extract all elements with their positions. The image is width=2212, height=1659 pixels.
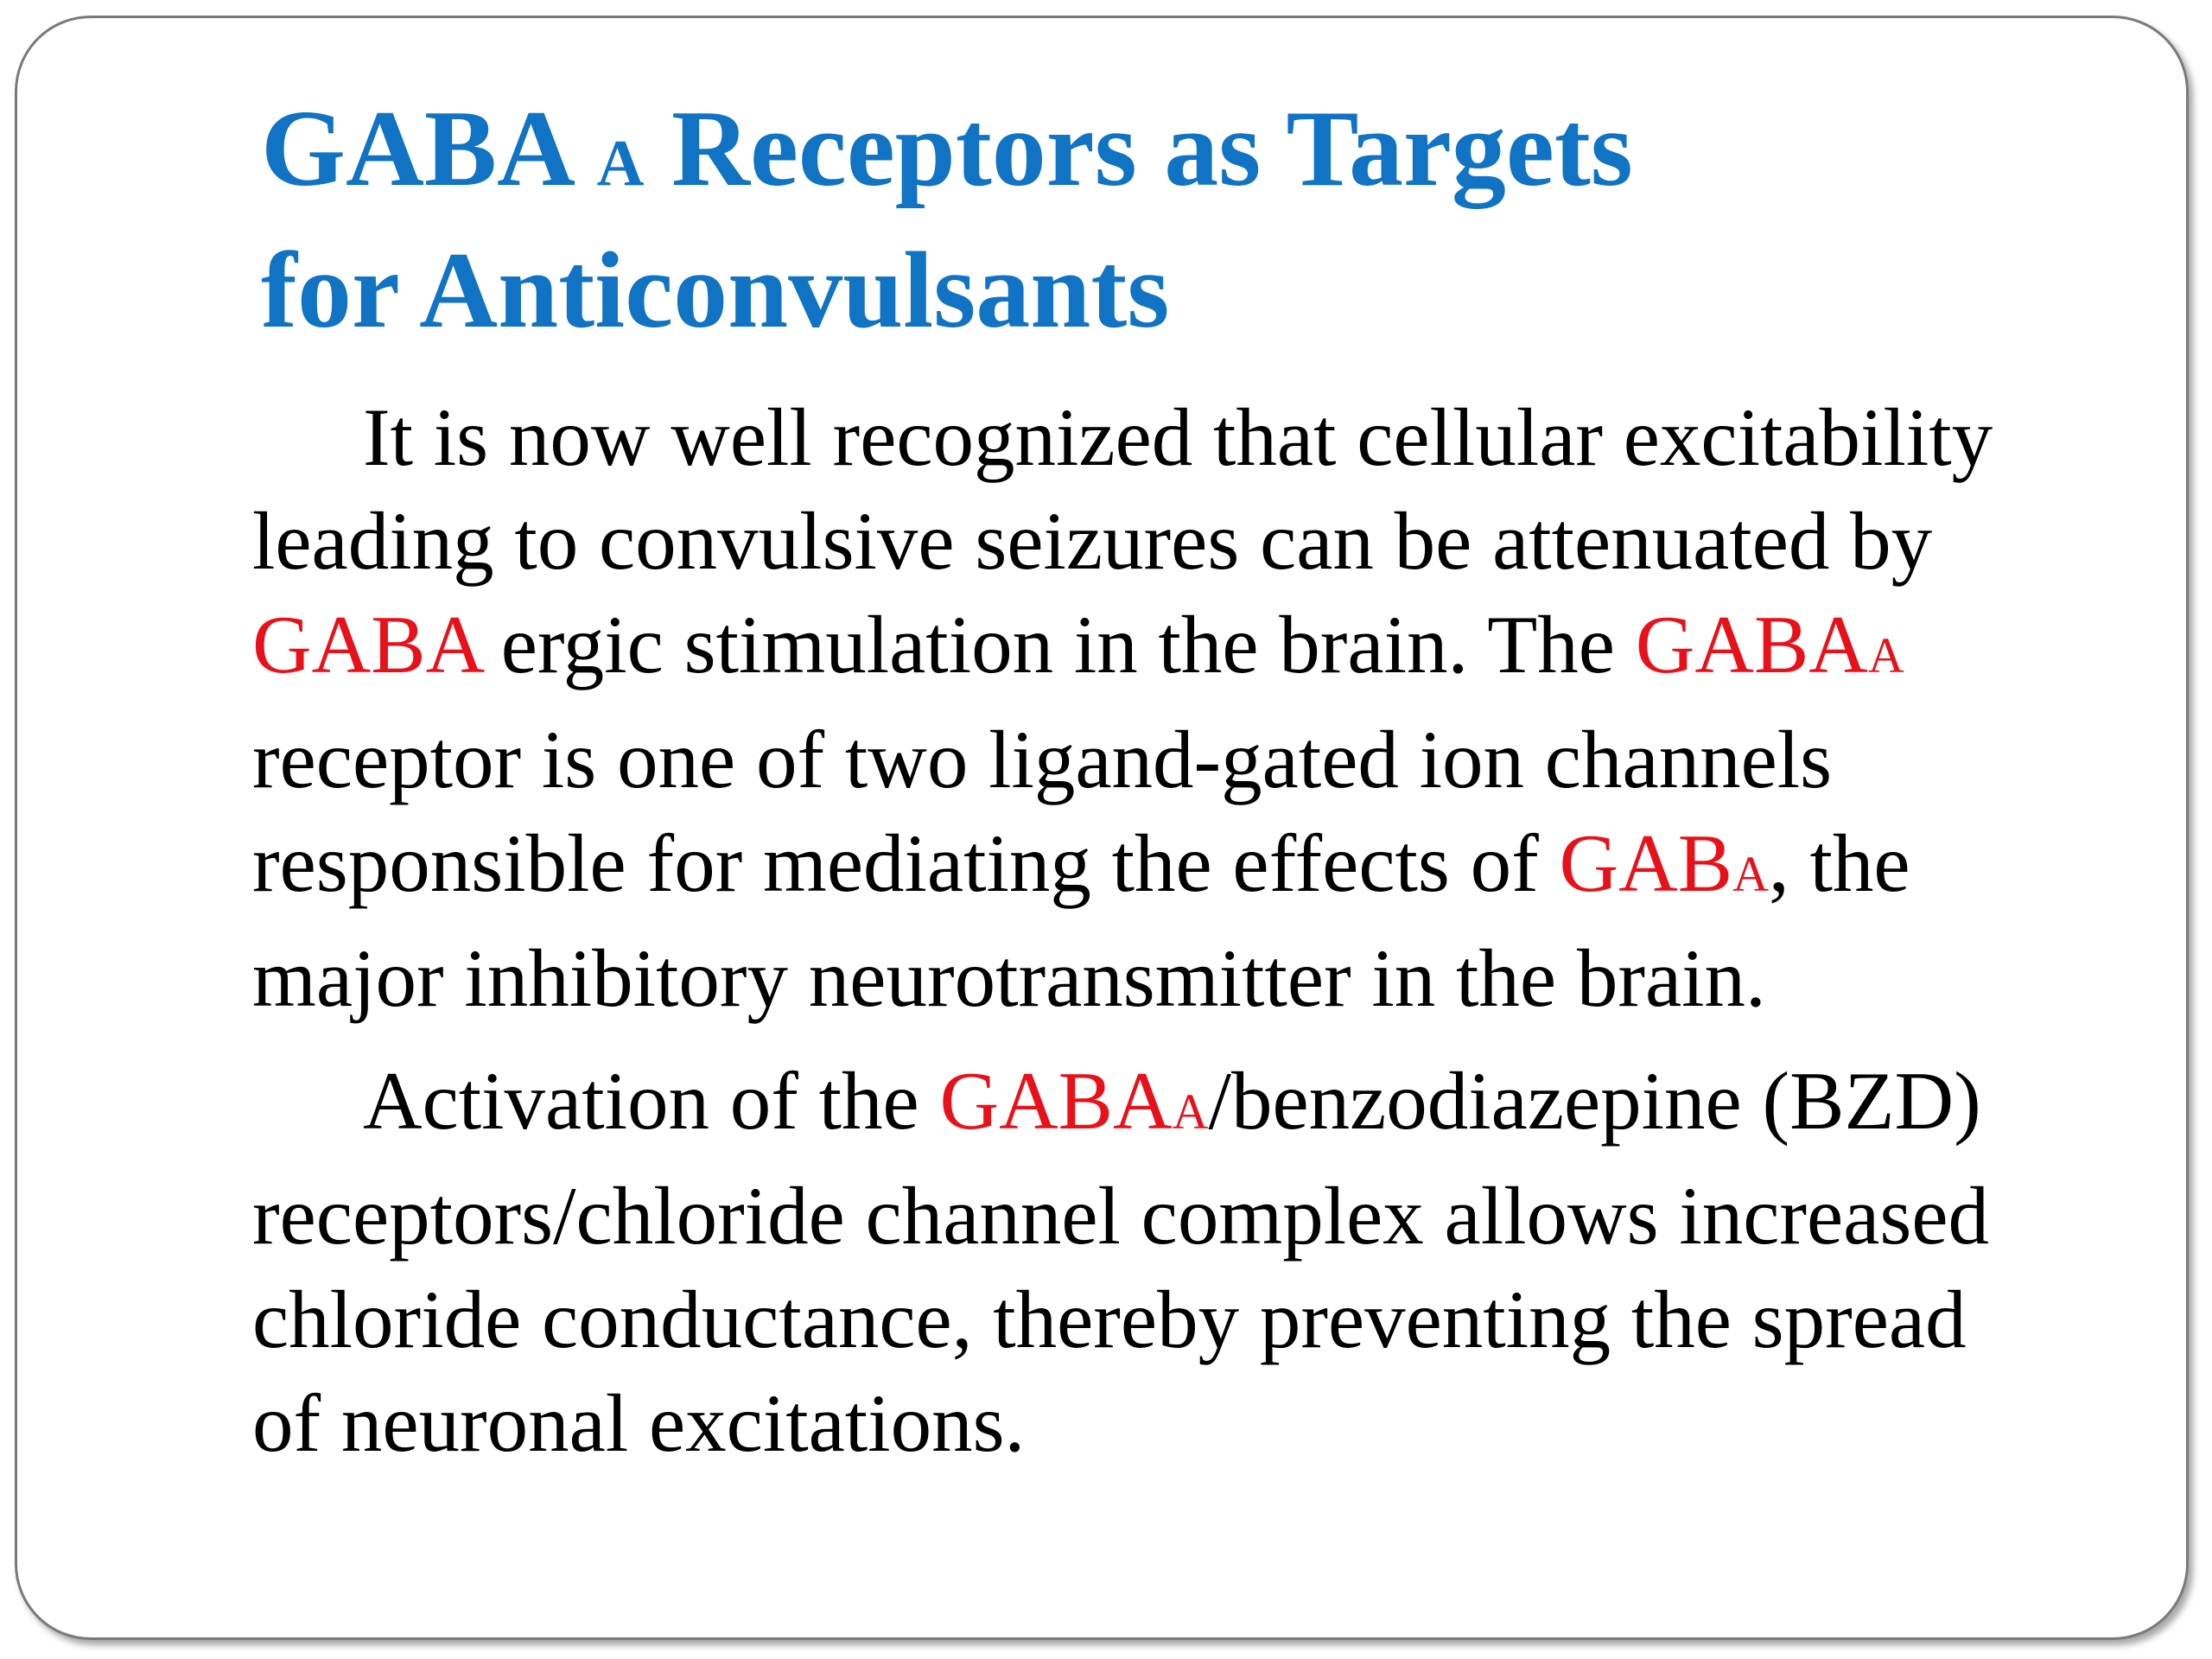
paragraph-1 (252, 385, 2093, 1030)
slide-body (252, 385, 2093, 1475)
gaba-term-1: GABA (252, 599, 480, 690)
p1-line-6: major inhibitory neurotransmitter in the brain. (252, 932, 1766, 1024)
paragraph-2 (252, 1049, 2093, 1475)
p1-line-4: receptor is one of two ligand-gated ion channels (252, 714, 1833, 805)
p2-line-1-end: /benzodiazepine (BZD) (1208, 1055, 1981, 1147)
p2-line-1-start: Activation of the (363, 1055, 940, 1147)
p1-line-2: leading to convulsive seizures can be attenuated by (252, 495, 1933, 587)
gaba-a-term-1-sub: A (1867, 627, 1904, 683)
gaba-a-term-1-main: GABA (1635, 599, 1868, 690)
gaba-a-term-2 (1560, 817, 1769, 909)
slide-title (261, 86, 2075, 354)
p1-line-3: ergic stimulation in the brain. The (480, 599, 1636, 690)
p1-line-5-end: , the (1768, 817, 1910, 909)
slide-frame (15, 16, 2189, 1640)
gaba-a-term-2-main: GAB (1559, 817, 1733, 909)
p1-line-5: responsible for mediating the effects of (252, 817, 1560, 909)
gaba-a-term-3-sub: A (1172, 1084, 1209, 1140)
p2-line-3: chloride conductance, thereby preventing the spread (252, 1274, 1967, 1365)
title-subscript: A (596, 127, 645, 200)
title-part-2: Receptors as Targets (644, 89, 1633, 209)
p2-line-4: of neuronal excitations. (252, 1377, 1026, 1469)
title-part-1: GABA (261, 89, 597, 209)
gaba-a-term-2-sub: A (1732, 846, 1769, 902)
gaba-a-term-3 (939, 1055, 1208, 1147)
p1-line-1: It is now well recognized that cellular excitability (363, 391, 1993, 483)
title-line-2: for Anticonvulsants (261, 231, 1170, 351)
gaba-a-term-3-main: GABA (939, 1055, 1173, 1147)
gaba-a-term-1 (1636, 599, 1904, 690)
p2-line-2: receptors/chloride channel complex allows increased (252, 1170, 1989, 1262)
